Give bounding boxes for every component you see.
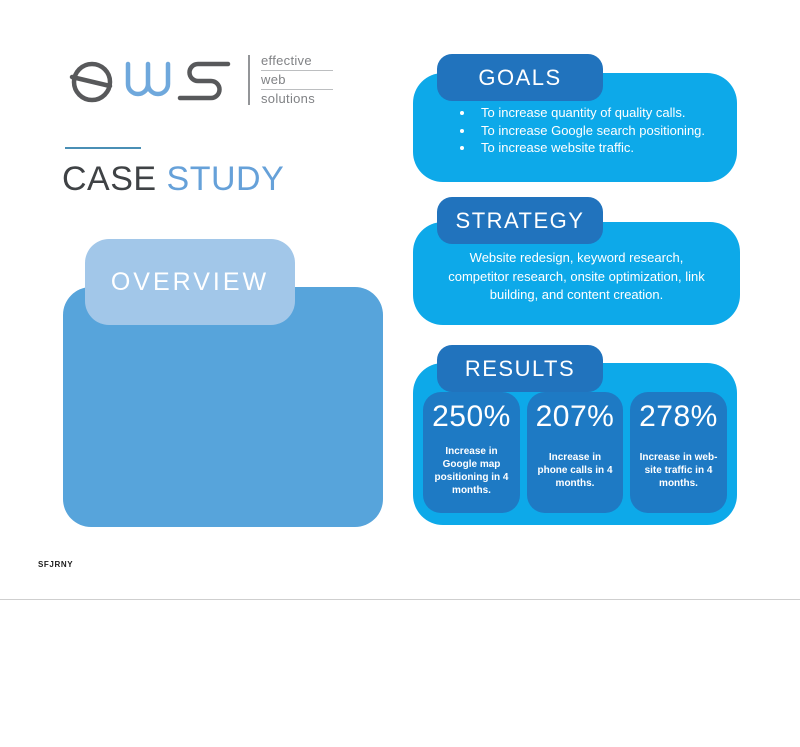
title-case: CASE <box>62 160 157 198</box>
stat-value: 250% <box>432 400 511 433</box>
overview-item-label: Years in business <box>143 685 249 700</box>
stat-value: 278% <box>639 400 718 433</box>
overview-body <box>143 639 433 747</box>
strategy-header: STRATEGY <box>437 197 603 244</box>
stat-caption: Increase in Google map positioning in 4 months. <box>434 445 509 496</box>
overview-item-population <box>143 716 433 731</box>
logo-wordmark <box>261 52 333 108</box>
watermark-text: SFJRNY <box>38 560 74 569</box>
strategy-text: Website redesign, keyword research, competitor research, onsite optimization, link building, and content creation. <box>448 250 705 302</box>
ews-logo-icon <box>70 53 238 107</box>
goals-list <box>461 104 737 157</box>
stat-card-phone-calls <box>527 392 623 513</box>
stat-value: 207% <box>535 400 615 433</box>
results-header: RESULTS <box>437 345 603 392</box>
logo-word-effective: effective <box>261 52 333 71</box>
goals-bullet: • To increase website traffic. <box>475 139 737 157</box>
stat-caption: Increase in web-site traffic in 4 months. <box>639 452 718 489</box>
overview-item-value: : 10 years. <box>248 685 312 700</box>
overview-item-value: : This is dog boarding company. <box>143 639 373 669</box>
goals-header: GOALS <box>437 54 603 101</box>
logo-divider <box>248 55 250 105</box>
logo-word-solutions: solutions <box>261 91 316 106</box>
overview-item-label: Service provided <box>143 639 244 654</box>
overview-item-years <box>143 685 433 700</box>
title-study: STUDY <box>166 160 285 198</box>
overview-item-value: : 2.5 million <box>299 716 368 731</box>
overview-item-label: Population of service area <box>143 716 300 731</box>
goals-bullet: • To increase Google search positioning. <box>475 122 737 140</box>
overview-header: OVERVIEW <box>85 239 295 325</box>
title-underline <box>65 147 141 149</box>
stat-card-google-map <box>423 392 520 513</box>
overview-item-service <box>143 639 433 669</box>
logo-word-web: web <box>261 71 333 90</box>
goals-bullet: • To increase quantity of quality calls. <box>475 104 737 122</box>
page-title <box>62 160 284 199</box>
ews-logo <box>70 52 333 108</box>
stat-caption: Increase in phone calls in 4 months. <box>537 452 613 489</box>
stat-card-website-traffic <box>630 392 727 513</box>
